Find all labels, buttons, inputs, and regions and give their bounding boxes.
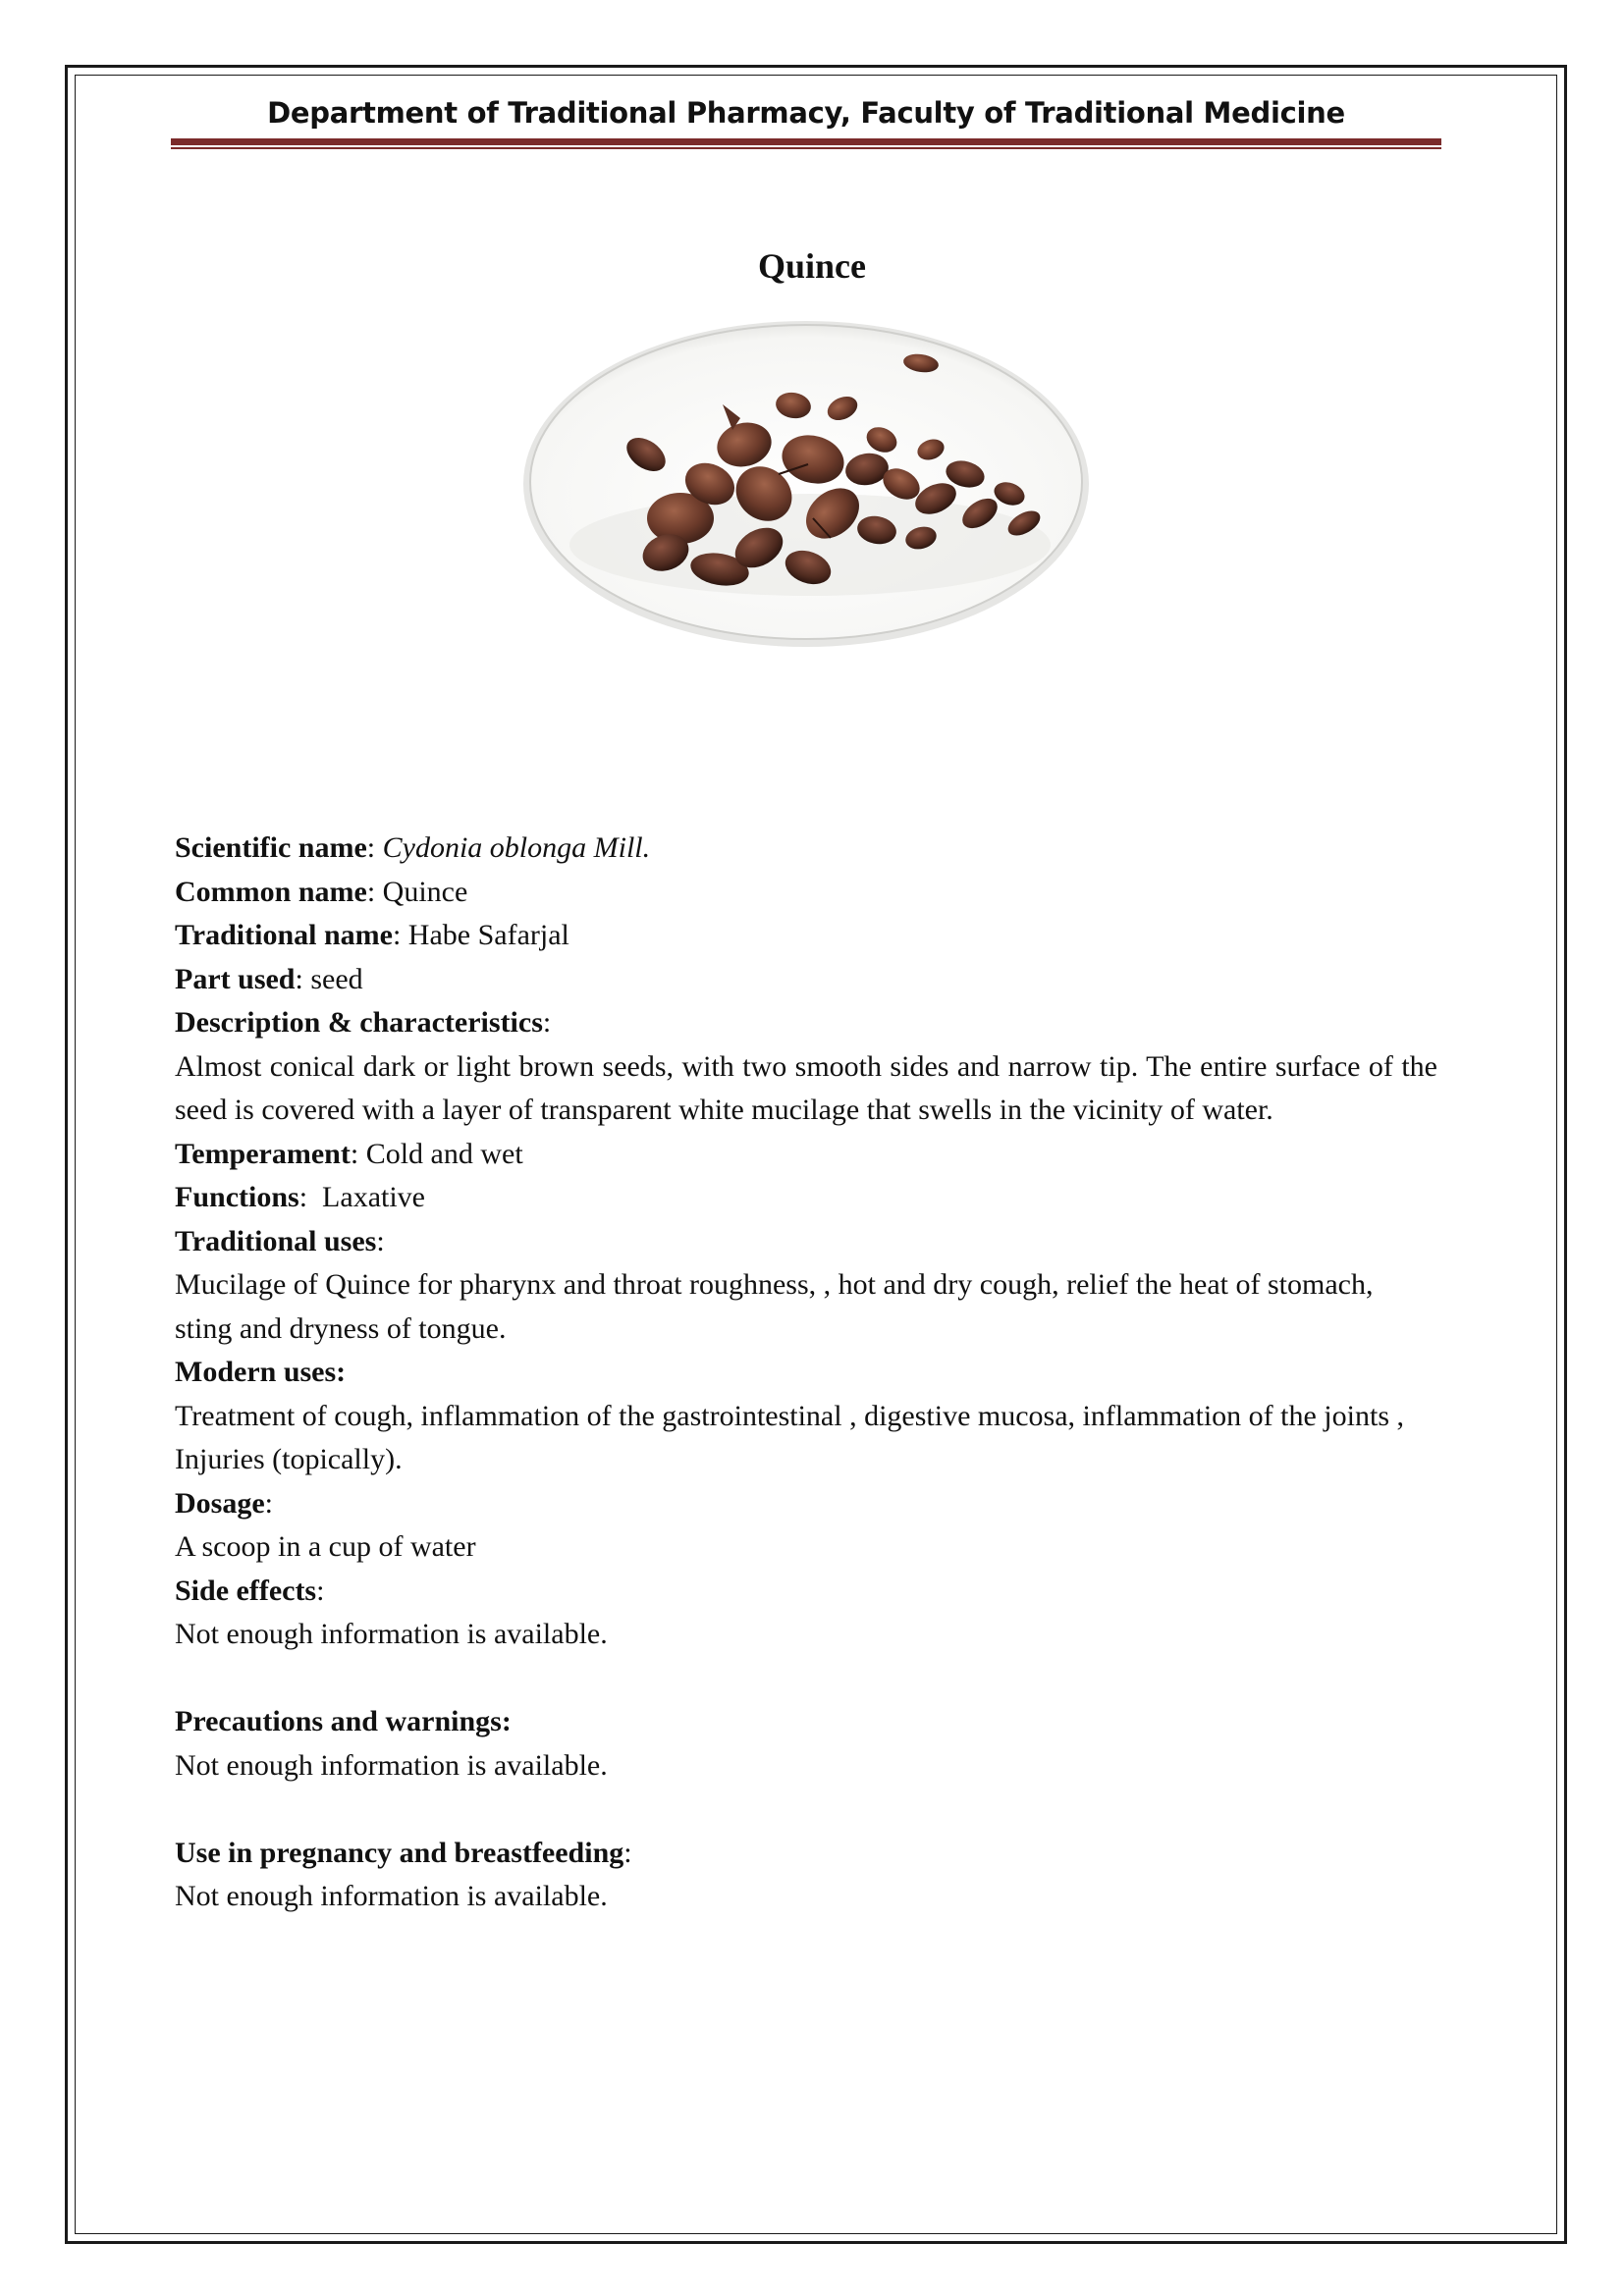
spacer: [175, 1788, 1437, 1832]
common-name-value: Quince: [382, 875, 468, 908]
spacer: [175, 1657, 1437, 1701]
temperament-value: Cold and wet: [365, 1137, 523, 1170]
side-effects-heading: Side effects:: [175, 1574, 325, 1607]
traditional-uses-heading: Traditional uses:: [175, 1224, 385, 1257]
traditional-uses-label: Traditional uses: [175, 1224, 377, 1257]
header-rule-thin: [171, 147, 1441, 149]
traditional-name-value: Habe Safarjal: [407, 919, 569, 951]
monograph-body: [175, 827, 1437, 1919]
functions-label: Functions: [175, 1181, 299, 1213]
description-label: Description & characteristics: [175, 1006, 543, 1039]
pregnancy-label: Use in pregnancy and breastfeeding: [175, 1836, 624, 1869]
dosage-heading: Dosage:: [175, 1486, 273, 1520]
temperament-line: Temperament: Cold and wet: [175, 1137, 523, 1170]
part-used-value: seed: [310, 962, 363, 995]
part-used-line: Part used: seed: [175, 962, 363, 995]
scientific-name-line: Scientific name: Cydonia oblonga Mill.: [175, 831, 651, 864]
quince-seeds-photo: [518, 312, 1094, 652]
side-effects-label: Side effects: [175, 1574, 317, 1607]
temperament-label: Temperament: [175, 1137, 351, 1170]
description-text: Almost conical dark or light brown seeds, with two smooth sides and narrow tip. The entire surface of the seed is covered with a layer of transparent white mucilage that swells in the vicinity of water.: [175, 1049, 1437, 1126]
dosage-label: Dosage: [175, 1486, 265, 1520]
modern-uses-heading: [175, 1351, 1437, 1395]
header-rule-thick: [171, 138, 1441, 145]
page-title: Quince: [757, 246, 866, 286]
side-effects-text: Not enough information is available.: [175, 1618, 608, 1650]
common-name-line: Common name: Quince: [175, 875, 468, 908]
traditional-name-label: Traditional name: [175, 919, 393, 951]
precautions-text: Not enough information is available.: [175, 1748, 608, 1782]
precautions-heading: [175, 1700, 1437, 1744]
department-header: Department of Traditional Pharmacy, Faculty of Traditional Medicine: [267, 96, 1345, 130]
functions-value: Laxative: [314, 1181, 425, 1213]
traditional-uses-text: Mucilage of Quince for pharynx and throat roughness, , hot and dry cough, relief the heat of stomach, sting and dryness of tongue.: [175, 1268, 1374, 1345]
description-heading: Description & characteristics:: [175, 1006, 552, 1039]
pregnancy-text: Not enough information is available.: [175, 1880, 608, 1912]
part-used-label: Part used: [175, 962, 296, 995]
precautions-label: Precautions and warnings:: [175, 1705, 512, 1737]
modern-uses-label: Modern uses:: [175, 1356, 347, 1388]
traditional-name-line: Traditional name: Habe Safarjal: [175, 919, 569, 951]
scientific-name-value: Cydonia oblonga Mill.: [382, 831, 651, 864]
pregnancy-heading: Use in pregnancy and breastfeeding:: [175, 1836, 632, 1869]
functions-line: Functions: Laxative: [175, 1181, 425, 1213]
scientific-name-label: Scientific name: [175, 831, 367, 864]
common-name-label: Common name: [175, 875, 367, 908]
modern-uses-text: Treatment of cough, inflammation of the gastrointestinal , digestive mucosa, inflammation of the joints , Injuries (topically).: [175, 1399, 1404, 1475]
dosage-text: A scoop in a cup of water: [175, 1530, 476, 1563]
